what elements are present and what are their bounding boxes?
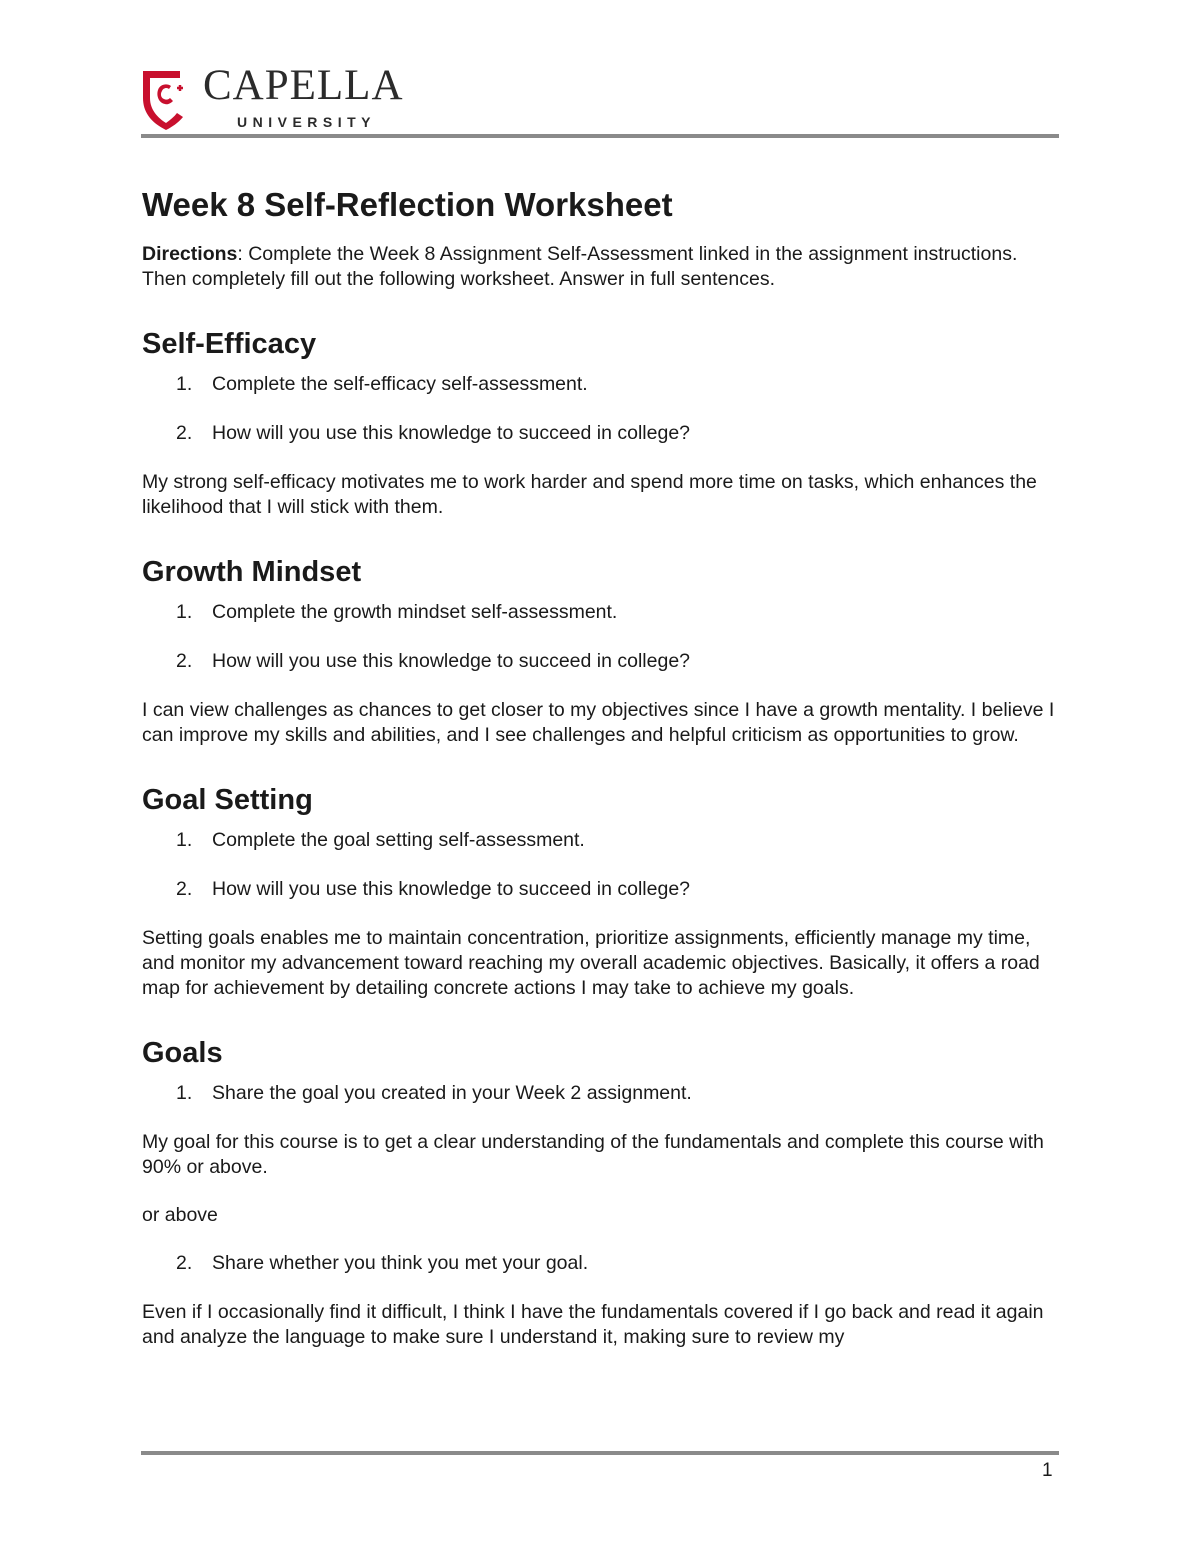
question-item — [142, 1081, 1062, 1106]
section-heading-self-efficacy: Self-Efficacy — [142, 328, 317, 360]
question-number: 2. — [176, 1252, 193, 1274]
answer-text: I can view challenges as chances to get closer to my objectives since I have a growth mentality. I believe I can improve my skills and abilities, and I see challenges and helpful criticism as opportunities to grow. — [142, 699, 1055, 746]
capella-logo — [140, 62, 440, 136]
question-number: 1. — [176, 829, 193, 851]
question-item — [142, 372, 1062, 397]
answer-text: My goal for this course is to get a clear understanding of the fundamentals and complete this course with 90% or above. — [142, 1131, 1044, 1178]
question-text: Complete the goal setting self-assessment. — [212, 829, 585, 851]
section-heading-goals: Goals — [142, 1037, 223, 1069]
answer-text: My strong self-efficacy motivates me to work harder and spend more time on tasks, which enhances the likelihood that I will stick with them. — [142, 471, 1037, 518]
question-text: Complete the growth mindset self-assessment. — [212, 601, 618, 623]
question-list — [142, 1081, 1062, 1106]
question-item — [142, 828, 1062, 853]
question-number: 1. — [176, 373, 193, 395]
page-title: Week 8 Self-Reflection Worksheet — [142, 186, 673, 223]
question-item — [142, 421, 1062, 446]
question-text: Share the goal you created in your Week 2 assignment. — [212, 1082, 692, 1104]
directions — [142, 242, 1062, 292]
question-number: 2. — [176, 422, 193, 444]
directions-label: Directions — [142, 243, 238, 265]
question-list — [142, 1251, 1062, 1276]
question-text: How will you use this knowledge to succeed in college? — [212, 878, 691, 900]
footer-rule — [141, 1451, 1059, 1455]
question-list — [142, 372, 1062, 446]
question-list — [142, 600, 1062, 674]
question-text: Share whether you think you met your goal. — [212, 1252, 589, 1274]
question-item — [142, 649, 1062, 674]
worksheet-content — [142, 182, 1062, 1350]
question-text: How will you use this knowledge to succeed in college? — [212, 650, 691, 672]
answer-text: Setting goals enables me to maintain concentration, prioritize assignments, efficiently manage my time, and monitor my advancement toward reaching my overall academic objectives. Basically, it offers a road map for achievement by detailing concrete actions I may take to achieve my goals. — [142, 927, 1040, 999]
answer-fragment: or above — [142, 1204, 218, 1226]
directions-text: : Complete the Week 8 Assignment Self-Assessment linked in the assignment instructions. Then completely fill out the following worksheet. Answer in full sentences. — [142, 243, 1018, 290]
question-item — [142, 1251, 1062, 1276]
question-item — [142, 877, 1062, 902]
question-number: 1. — [176, 601, 193, 623]
answer-text: Even if I occasionally find it difficult, I think I have the fundamentals covered if I go back and read it again and analyze the language to make sure I understand it, making sure to review my — [142, 1301, 1044, 1348]
question-item — [142, 600, 1062, 625]
question-text: How will you use this knowledge to succeed in college? — [212, 422, 691, 444]
question-number: 1. — [176, 1082, 193, 1104]
logo-subtitle: UNIVERSITY — [237, 114, 377, 130]
shield-icon — [140, 68, 192, 130]
question-list — [142, 828, 1062, 902]
logo-wordmark: CAPELLA — [203, 62, 404, 109]
question-number: 2. — [176, 650, 193, 672]
header-rule — [141, 134, 1059, 138]
page-number: 1 — [1042, 1460, 1053, 1481]
question-number: 2. — [176, 878, 193, 900]
section-heading-growth-mindset: Growth Mindset — [142, 556, 362, 588]
question-text: Complete the self-efficacy self-assessment. — [212, 373, 588, 395]
section-heading-goal-setting: Goal Setting — [142, 784, 313, 816]
